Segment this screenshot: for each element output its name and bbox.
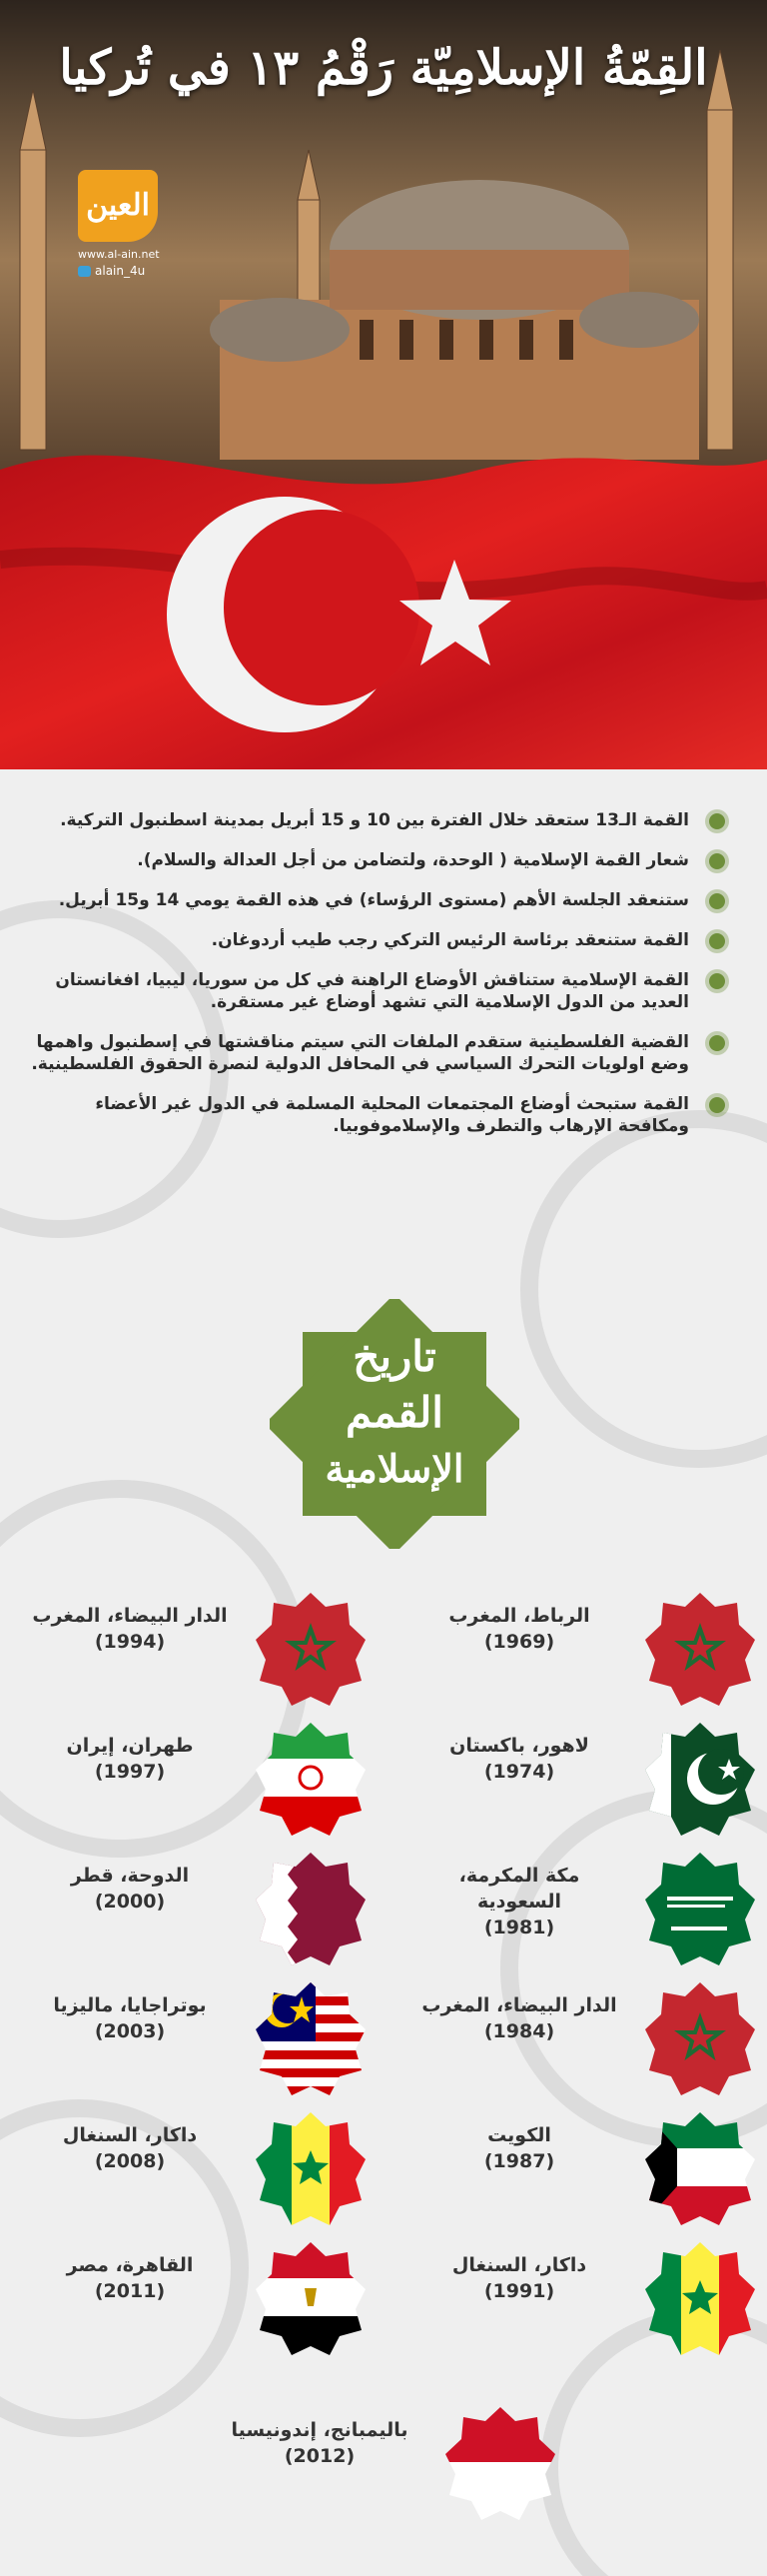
- summit-year: (1974): [483, 1761, 555, 1783]
- malaysia-flag-icon: [252, 1978, 370, 2096]
- iran-flag-icon: [252, 1719, 370, 1837]
- history-title: تاريخ القمم الإسلامية: [325, 1332, 464, 1491]
- fact-item: القمة الـ13 ستعقد خلال الفترة بين 10 و 15 أبريل بمدينة اسطنبول التركية.: [20, 809, 729, 831]
- summit-year: (1984): [483, 2020, 555, 2042]
- summit-place: الدوحة، قطر: [70, 1865, 190, 1887]
- summit-place: القاهرة، مصر: [66, 2254, 194, 2276]
- fact-item: القمة الإسلامية ستناقش الأوضاع الراهنة في كل من سوريا، ليبيا، افغانستان العديد من الدول الإسلامية التي تشهد أوضاع غير مستقرة.: [20, 969, 729, 1013]
- egypt-flag-icon: [252, 2238, 370, 2356]
- summit-place: داكار، السنغال: [62, 2124, 198, 2146]
- summit-place: الرباط، المغرب: [448, 1605, 590, 1627]
- summit-place: طهران، إيران: [66, 1735, 194, 1757]
- summit-entry: [419, 1978, 759, 2096]
- qatar-flag-icon: [252, 1849, 370, 1966]
- summit-year: (1991): [483, 2280, 555, 2302]
- morocco-flag-icon: [641, 1589, 759, 1707]
- summit-year: (1997): [94, 1761, 166, 1783]
- summit-year: (1981): [483, 1917, 555, 1938]
- summit-year: (1994): [94, 1631, 166, 1653]
- summit-entry: [30, 1849, 370, 1966]
- kuwait-flag-icon: [641, 2108, 759, 2226]
- summit-entry: [419, 2238, 759, 2356]
- summit-entry: [419, 1849, 759, 1966]
- summit-place: بوتراجايا، ماليزيا: [53, 1994, 207, 2016]
- summit-entry: [30, 2238, 370, 2356]
- summit-year: (2011): [94, 2280, 166, 2302]
- summit-entry: [419, 2108, 759, 2226]
- summit-place: داكار، السنغال: [451, 2254, 587, 2276]
- page-title: القِمّةُ الإسلامِيّة رَقْمُ ١٣ في تُركيا: [59, 40, 708, 96]
- hero-banner: [0, 0, 767, 769]
- senegal-flag-icon: [641, 2238, 759, 2356]
- pakistan-flag-icon: [641, 1719, 759, 1837]
- summit-year: (2000): [94, 1891, 166, 1913]
- summit-year: (1987): [483, 2150, 555, 2172]
- twitter-handle: alain_4u: [95, 264, 146, 278]
- bullet-dot-icon: [709, 893, 725, 909]
- bullet-dot-icon: [709, 813, 725, 829]
- indonesia-flag-icon: [441, 2403, 559, 2521]
- fact-item: القمة ستنعقد برئاسة الرئيس التركي رجب طيب أردوغان.: [20, 929, 729, 951]
- summit-place: الدار البيضاء، المغرب: [421, 1994, 617, 2016]
- summit-place: الكويت: [487, 2124, 551, 2146]
- summit-entry: [419, 1719, 759, 1837]
- summit-year: (2003): [94, 2020, 166, 2042]
- summit-place: الدار البيضاء، المغرب: [32, 1605, 228, 1627]
- summit-place: باليمبانج، إندونيسيا: [231, 2419, 408, 2441]
- senegal-flag-icon: [252, 2108, 370, 2226]
- fact-item: شعار القمة الإسلامية ( الوحدة، ولتضامن من أجل العدالة والسلام).: [20, 849, 729, 871]
- summit-place: مكة المكرمة، السعودية: [458, 1865, 580, 1913]
- morocco-flag-icon: [641, 1978, 759, 2096]
- morocco-flag-icon: [252, 1589, 370, 1707]
- bullet-dot-icon: [709, 853, 725, 869]
- summit-entry: [30, 1978, 370, 2096]
- twitter-icon: [78, 266, 91, 277]
- summit-entry: [220, 2403, 559, 2521]
- brand-url: www.al-ain.net: [78, 248, 160, 261]
- fact-item: ستنعقد الجلسة الأهم (مستوى الرؤساء) في هذه القمة يومي 14 و15 أبريل.: [20, 889, 729, 911]
- summit-year: (2008): [94, 2150, 166, 2172]
- bullet-dot-icon: [709, 933, 725, 949]
- fact-item: القمة ستبحث أوضاع المجتمعات المحلية المسلمة في الدول غير الأعضاء ومكافحة الإرهاب والتطرف والإسلاموفوبيا.: [20, 1093, 729, 1137]
- summit-entry: [30, 2108, 370, 2226]
- saudi-flag-icon: [641, 1849, 759, 1966]
- summit-year: (2012): [284, 2445, 356, 2467]
- summit-place: لاهور، باكستان: [449, 1735, 589, 1757]
- brand-twitter: [78, 264, 145, 278]
- summit-year: (1969): [483, 1631, 555, 1653]
- hagia-sophia-and-turkish-flag-illustration: [0, 0, 767, 769]
- bullet-dot-icon: [709, 1097, 725, 1113]
- brand-logo: العين: [78, 170, 158, 242]
- summit-entry: [30, 1719, 370, 1837]
- bullet-dot-icon: [709, 1035, 725, 1051]
- summit-entry: [30, 1589, 370, 1707]
- summit-entry: [419, 1589, 759, 1707]
- fact-item: القضية الفلسطينية ستقدم الملفات التي سيتم مناقشتها في إسطنبول واهمها وضع اولويات التحرك السياسي في المحافل الدولية لنصرة الحقوق الفلسطينية.: [20, 1031, 729, 1075]
- bullet-dot-icon: [709, 973, 725, 989]
- facts-list: [20, 809, 729, 1155]
